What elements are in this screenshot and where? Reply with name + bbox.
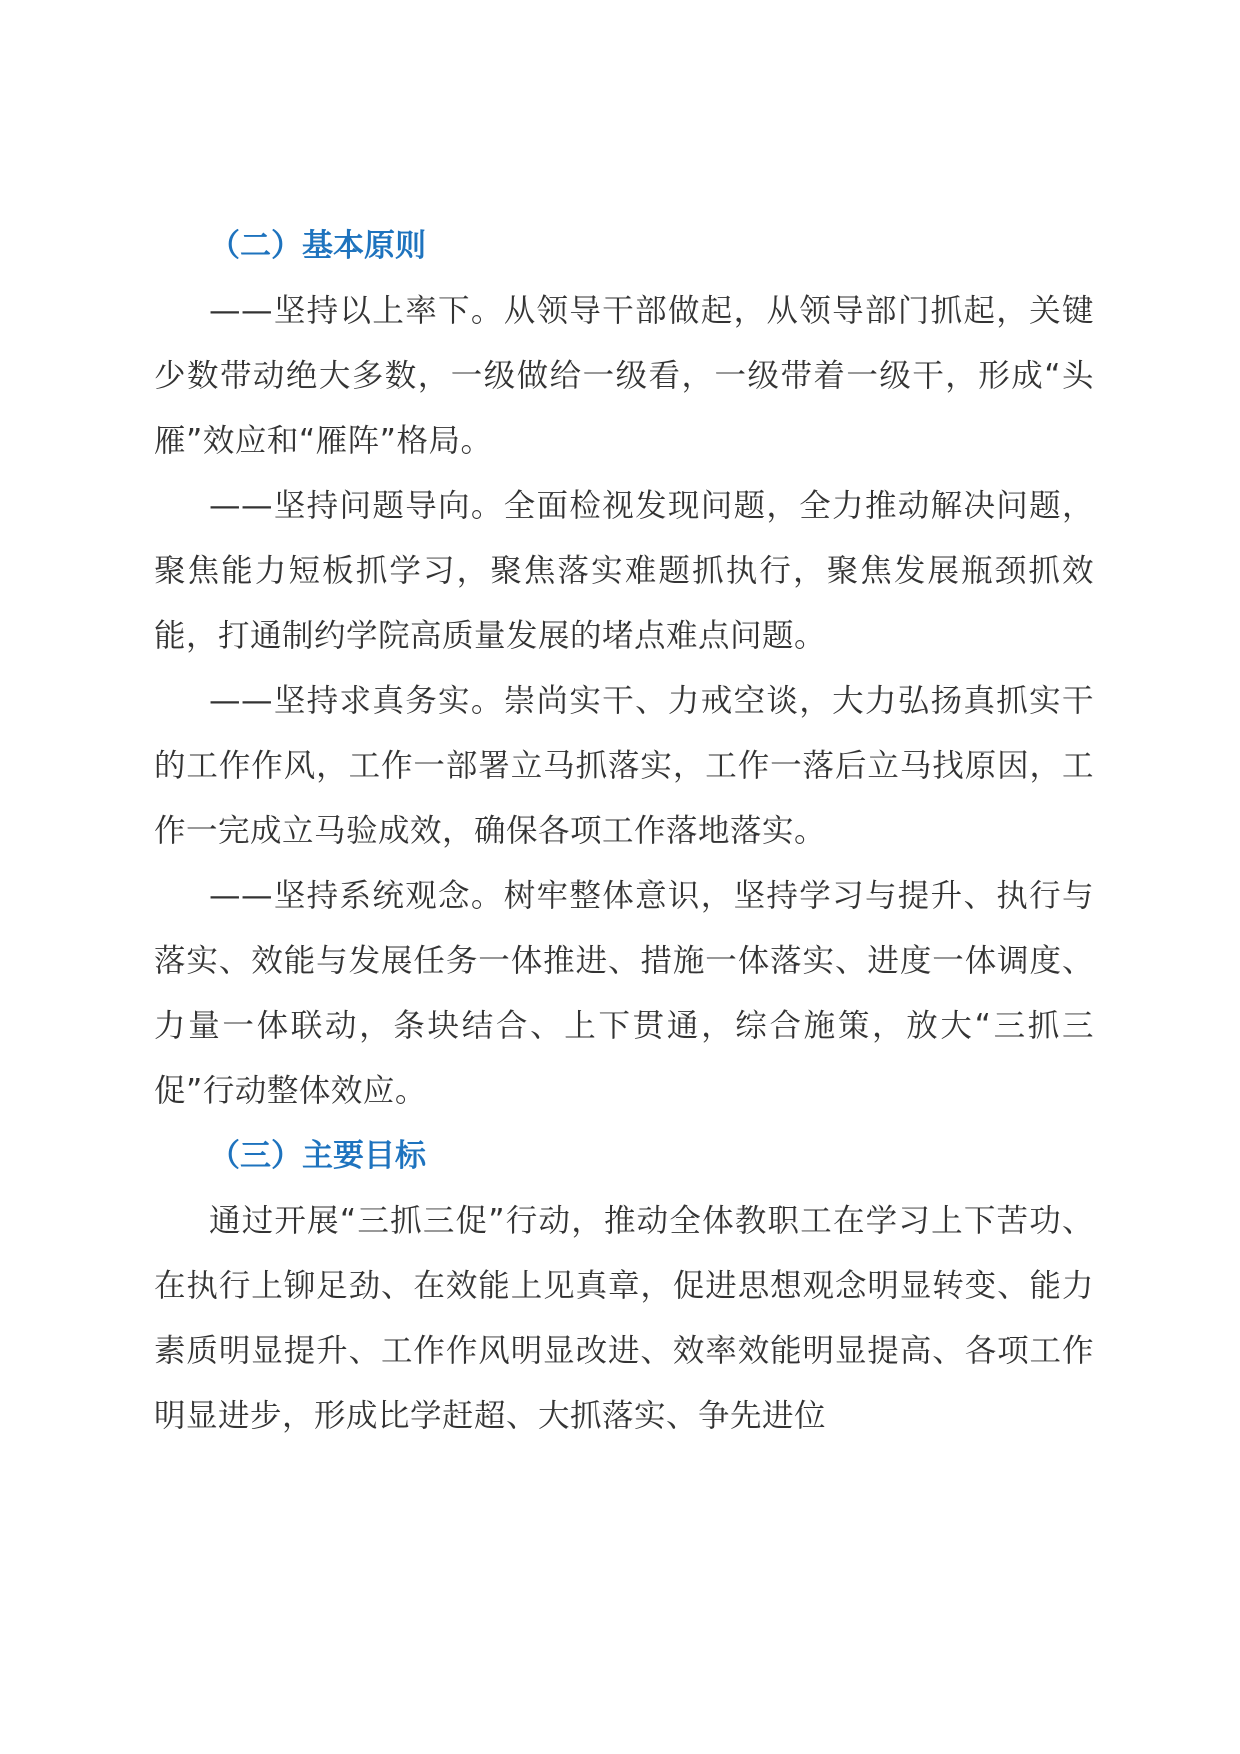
principle-paragraph-lead-by-example: ——坚持以上率下。从领导干部做起，从领导部门抓起，关键少数带动绝大多数，一级做给一级看，一级带着一级干，形成“头雁”效应和“雁阵”格局。: [154, 293, 1094, 459]
principle-paragraph-problem-oriented: ——坚持问题导向。全面检视发现问题，全力推动解决问题，聚焦能力短板抓学习，聚焦落实难题抓执行，聚焦发展瓶颈抓效能，打通制约学院高质量发展的堵点难点问题。: [154, 488, 1094, 654]
section-heading-principles: （二）基本原则: [209, 228, 426, 264]
principle-paragraph-pragmatic: ——坚持求真务实。崇尚实干、力戒空谈，大力弘扬真抓实干的工作作风，工作一部署立马抓落实，工作一落后立马找原因，工作一完成立马验成效，确保各项工作落地落实。: [154, 683, 1094, 849]
principle-paragraph-systems-thinking: ——坚持系统观念。树牢整体意识，坚持学习与提升、执行与落实、效能与发展任务一体推进、措施一体落实、进度一体调度、力量一体联动，条块结合、上下贯通，综合施策，放大“三抓三促”行动整体效应。: [154, 878, 1094, 1109]
document-body: [154, 214, 1094, 1449]
goals-paragraph: 通过开展“三抓三促”行动，推动全体教职工在学习上下苦功、在执行上铆足劲、在效能上见真章，促进思想观念明显转变、能力素质明显提升、工作作风明显改进、效率效能明显提高、各项工作明显进步，形成比学赶超、大抓落实、争先进位: [154, 1203, 1094, 1434]
section-heading-goals: （三）主要目标: [209, 1138, 426, 1174]
